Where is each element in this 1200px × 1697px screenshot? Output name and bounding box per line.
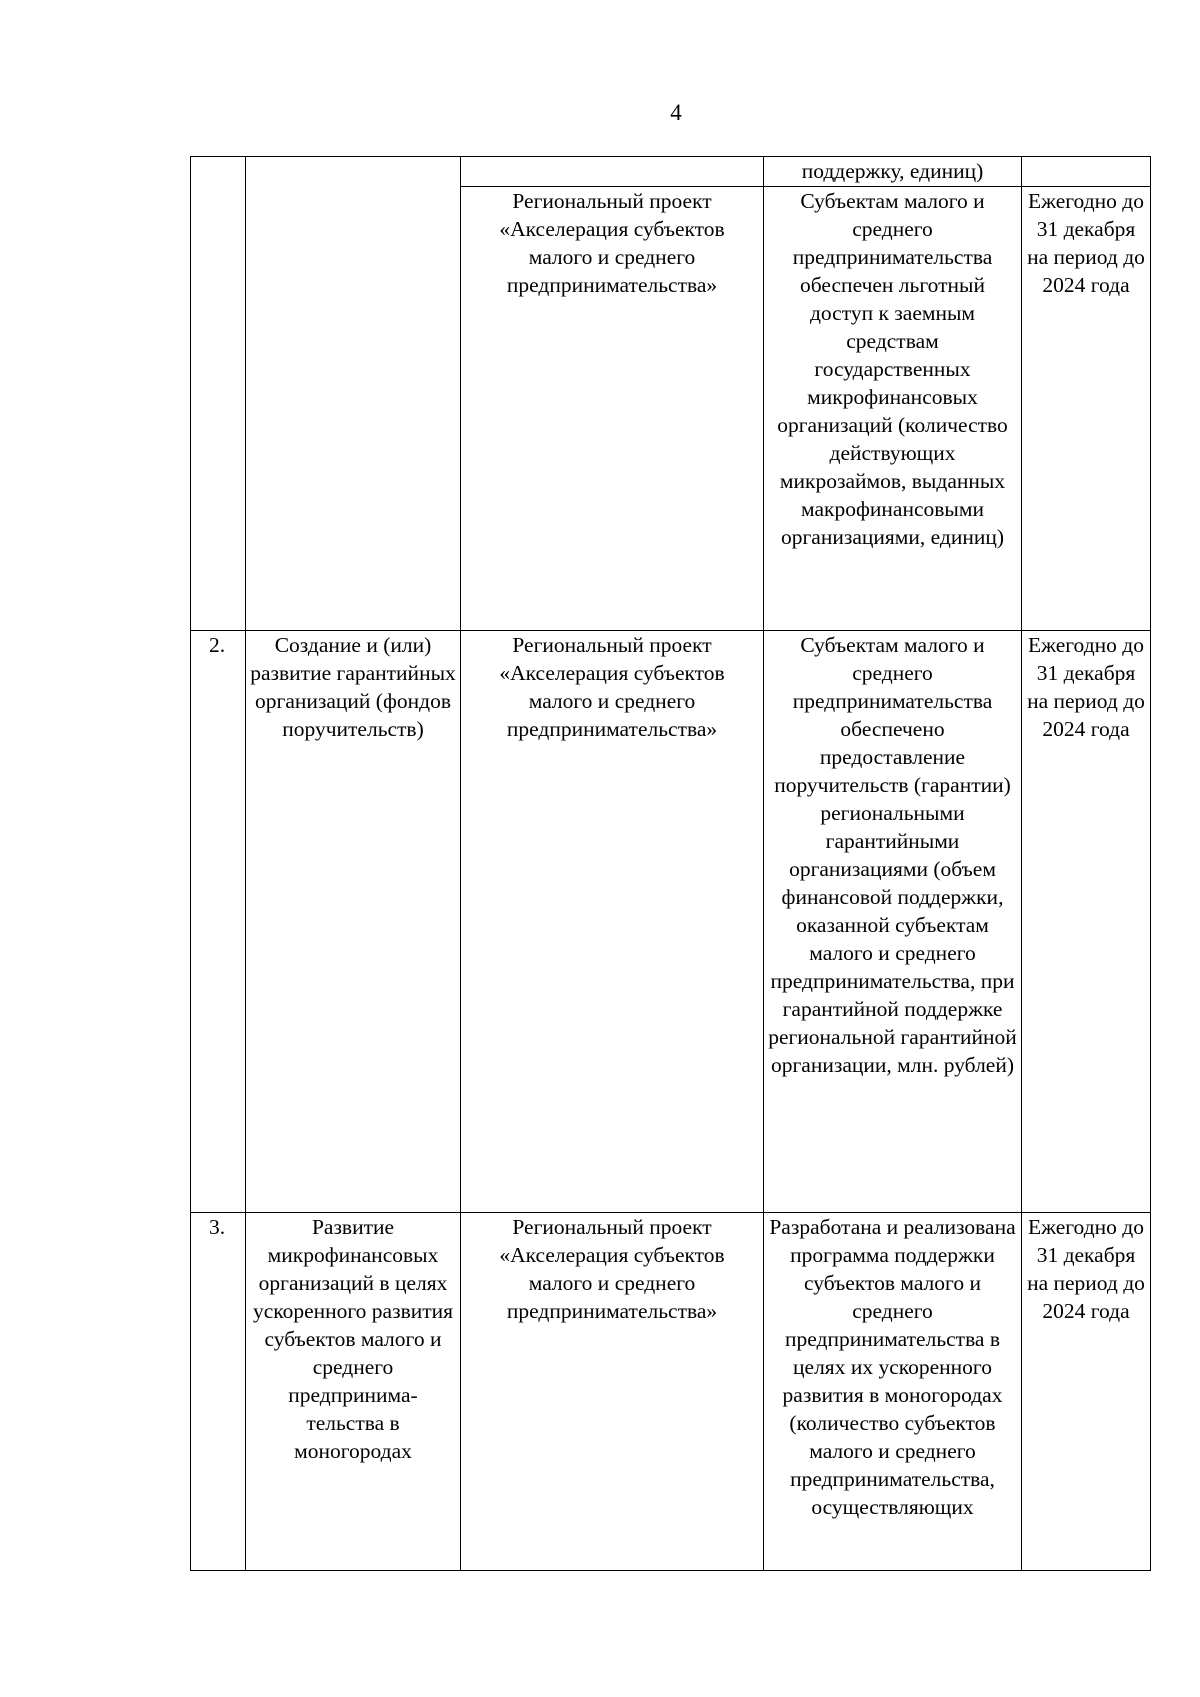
measure-name-cell: Развитие микрофинансовых организаций в целях ускоренного развития субъектов малого и среднего предпринима-тельства в моногородах <box>246 1213 461 1571</box>
measure-name-cell: Создание и (или) развитие гарантийных организаций (фондов поручительств) <box>246 631 461 1213</box>
project-cell: Региональный проект «Акселерация субъектов малого и среднего предпринимательства» <box>461 631 764 1213</box>
measures-table <box>190 156 1151 1571</box>
term-cell: Ежегодно до 31 декабря на период до 2024 года <box>1022 1213 1151 1571</box>
row-number-cell: 2. <box>191 631 246 1213</box>
term-cell: Ежегодно до 31 декабря на период до 2024 года <box>1022 187 1151 631</box>
row-number-cell <box>191 157 246 631</box>
result-cell: поддержку, единиц) <box>764 157 1022 187</box>
project-cell <box>461 157 764 187</box>
table-row <box>191 157 1151 187</box>
measure-name-cell <box>246 157 461 631</box>
term-cell: Ежегодно до 31 декабря на период до 2024 года <box>1022 631 1151 1213</box>
project-cell: Региональный проект «Акселерация субъектов малого и среднего предпринимательства» <box>461 1213 764 1571</box>
project-cell: Региональный проект «Акселерация субъектов малого и среднего предпринимательства» <box>461 187 764 631</box>
table-row <box>191 631 1151 1213</box>
term-cell <box>1022 157 1151 187</box>
page-number: 4 <box>670 100 682 125</box>
result-cell: Субъектам малого и среднего предпринимательства обеспечен льготный доступ к заемным средствам государственных микрофинансовых организаций (количество действующих микрозаймов, выданных макрофинансовыми организациями, единиц) <box>764 187 1022 631</box>
table-row <box>191 1213 1151 1571</box>
row-number-cell: 3. <box>191 1213 246 1571</box>
result-cell: Разработана и реализована программа поддержки субъектов малого и среднего предпринимательства в целях их ускоренного развития в моногородах (количество субъектов малого и среднего предпринимательства, осуществляющих <box>764 1213 1022 1571</box>
result-cell: Субъектам малого и среднего предпринимательства обеспечено предоставление поручительств (гарантии) региональными гарантийными организациями (объем финансовой поддержки, оказанной субъектам малого и среднего предпринимательства, при гарантийной поддержке региональной гарантийной организации, млн. рублей) <box>764 631 1022 1213</box>
